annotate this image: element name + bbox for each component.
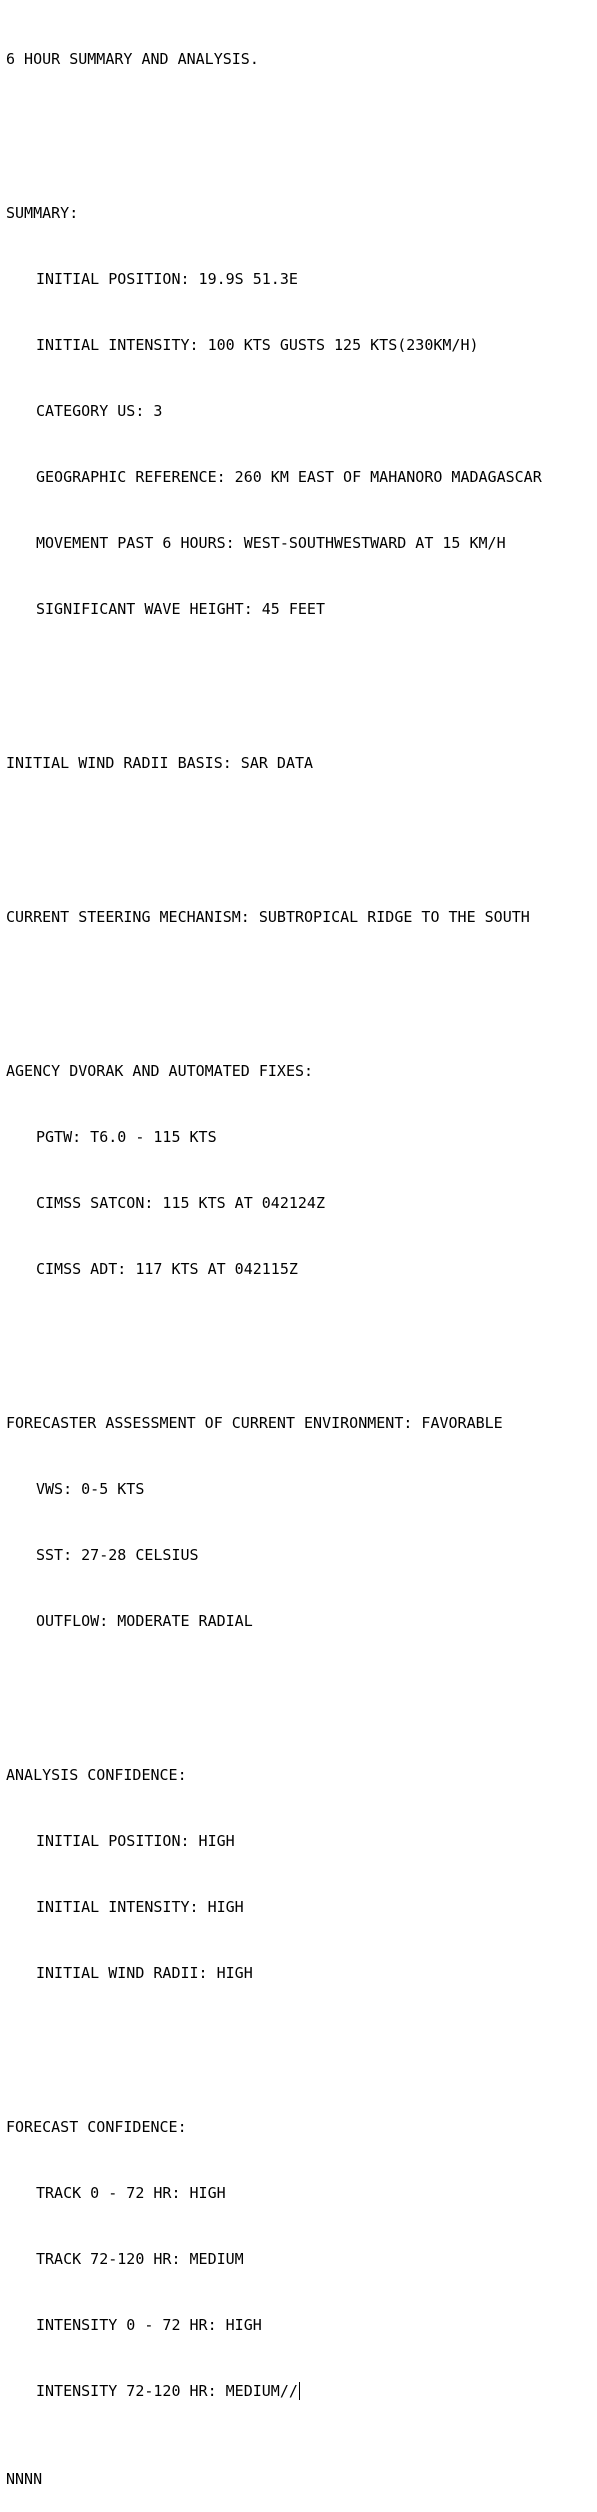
environment-outflow: OUTFLOW: MODERATE RADIAL (36, 1612, 253, 1630)
summary-wave-height: SIGNIFICANT WAVE HEIGHT: 45 FEET (36, 600, 325, 618)
environment-heading: FORECASTER ASSESSMENT OF CURRENT ENVIRONMENT: FAVORABLE (6, 1414, 503, 1432)
blank-line (6, 1676, 597, 1698)
steering-mechanism: CURRENT STEERING MECHANISM: SUBTROPICAL RIDGE TO THE SOUTH (6, 908, 530, 926)
summary-initial-position: INITIAL POSITION: 19.9S 51.3E (36, 270, 298, 288)
text-document[interactable] (6, 4, 597, 2512)
forecast-confidence-intensity-long-row (6, 2380, 597, 2402)
forecast-confidence-intensity-short: INTENSITY 0 - 72 HR: HIGH (36, 2316, 262, 2334)
text-cursor (299, 2382, 300, 2400)
blank-line (6, 1324, 597, 1346)
dvorak-heading: AGENCY DVORAK AND AUTOMATED FIXES: (6, 1062, 314, 1080)
analysis-confidence-position: INITIAL POSITION: HIGH (36, 1832, 235, 1850)
forecast-confidence-intensity-long: INTENSITY 72-120 HR: MEDIUM// (36, 2382, 298, 2400)
forecast-confidence-track-short: TRACK 0 - 72 HR: HIGH (36, 2184, 226, 2202)
summary-heading: SUMMARY: (6, 204, 79, 222)
environment-sst: SST: 27-28 CELSIUS (36, 1546, 199, 1564)
summary-movement: MOVEMENT PAST 6 HOURS: WEST-SOUTHWESTWARD AT 15 KM/H (36, 534, 506, 552)
analysis-confidence-intensity: INITIAL INTENSITY: HIGH (36, 1898, 244, 1916)
blank-line (6, 2028, 597, 2050)
environment-vws: VWS: 0-5 KTS (36, 1480, 145, 1498)
end-marker: NNNN (6, 2470, 43, 2488)
blank-line (6, 664, 597, 686)
dvorak-pgtw: PGTW: T6.0 - 115 KTS (36, 1128, 217, 1146)
blank-line (6, 114, 597, 136)
blank-line (6, 972, 597, 994)
summary-initial-intensity: INITIAL INTENSITY: 100 KTS GUSTS 125 KTS(230KM/H) (36, 336, 479, 354)
forecast-confidence-heading: FORECAST CONFIDENCE: (6, 2118, 187, 2136)
dvorak-cimss-satcon: CIMSS SATCON: 115 KTS AT 042124Z (36, 1194, 325, 1212)
document-title: 6 HOUR SUMMARY AND ANALYSIS. (6, 50, 259, 68)
dvorak-cimss-adt: CIMSS ADT: 117 KTS AT 042115Z (36, 1260, 298, 1278)
blank-line (6, 818, 597, 840)
analysis-confidence-wind-radii: INITIAL WIND RADII: HIGH (36, 1964, 253, 1982)
analysis-confidence-heading: ANALYSIS CONFIDENCE: (6, 1766, 187, 1784)
wind-radii-basis: INITIAL WIND RADII BASIS: SAR DATA (6, 754, 314, 772)
summary-category: CATEGORY US: 3 (36, 402, 163, 420)
summary-geographic-reference: GEOGRAPHIC REFERENCE: 260 KM EAST OF MAHANORO MADAGASCAR (36, 468, 542, 486)
forecast-confidence-track-long: TRACK 72-120 HR: MEDIUM (36, 2250, 244, 2268)
